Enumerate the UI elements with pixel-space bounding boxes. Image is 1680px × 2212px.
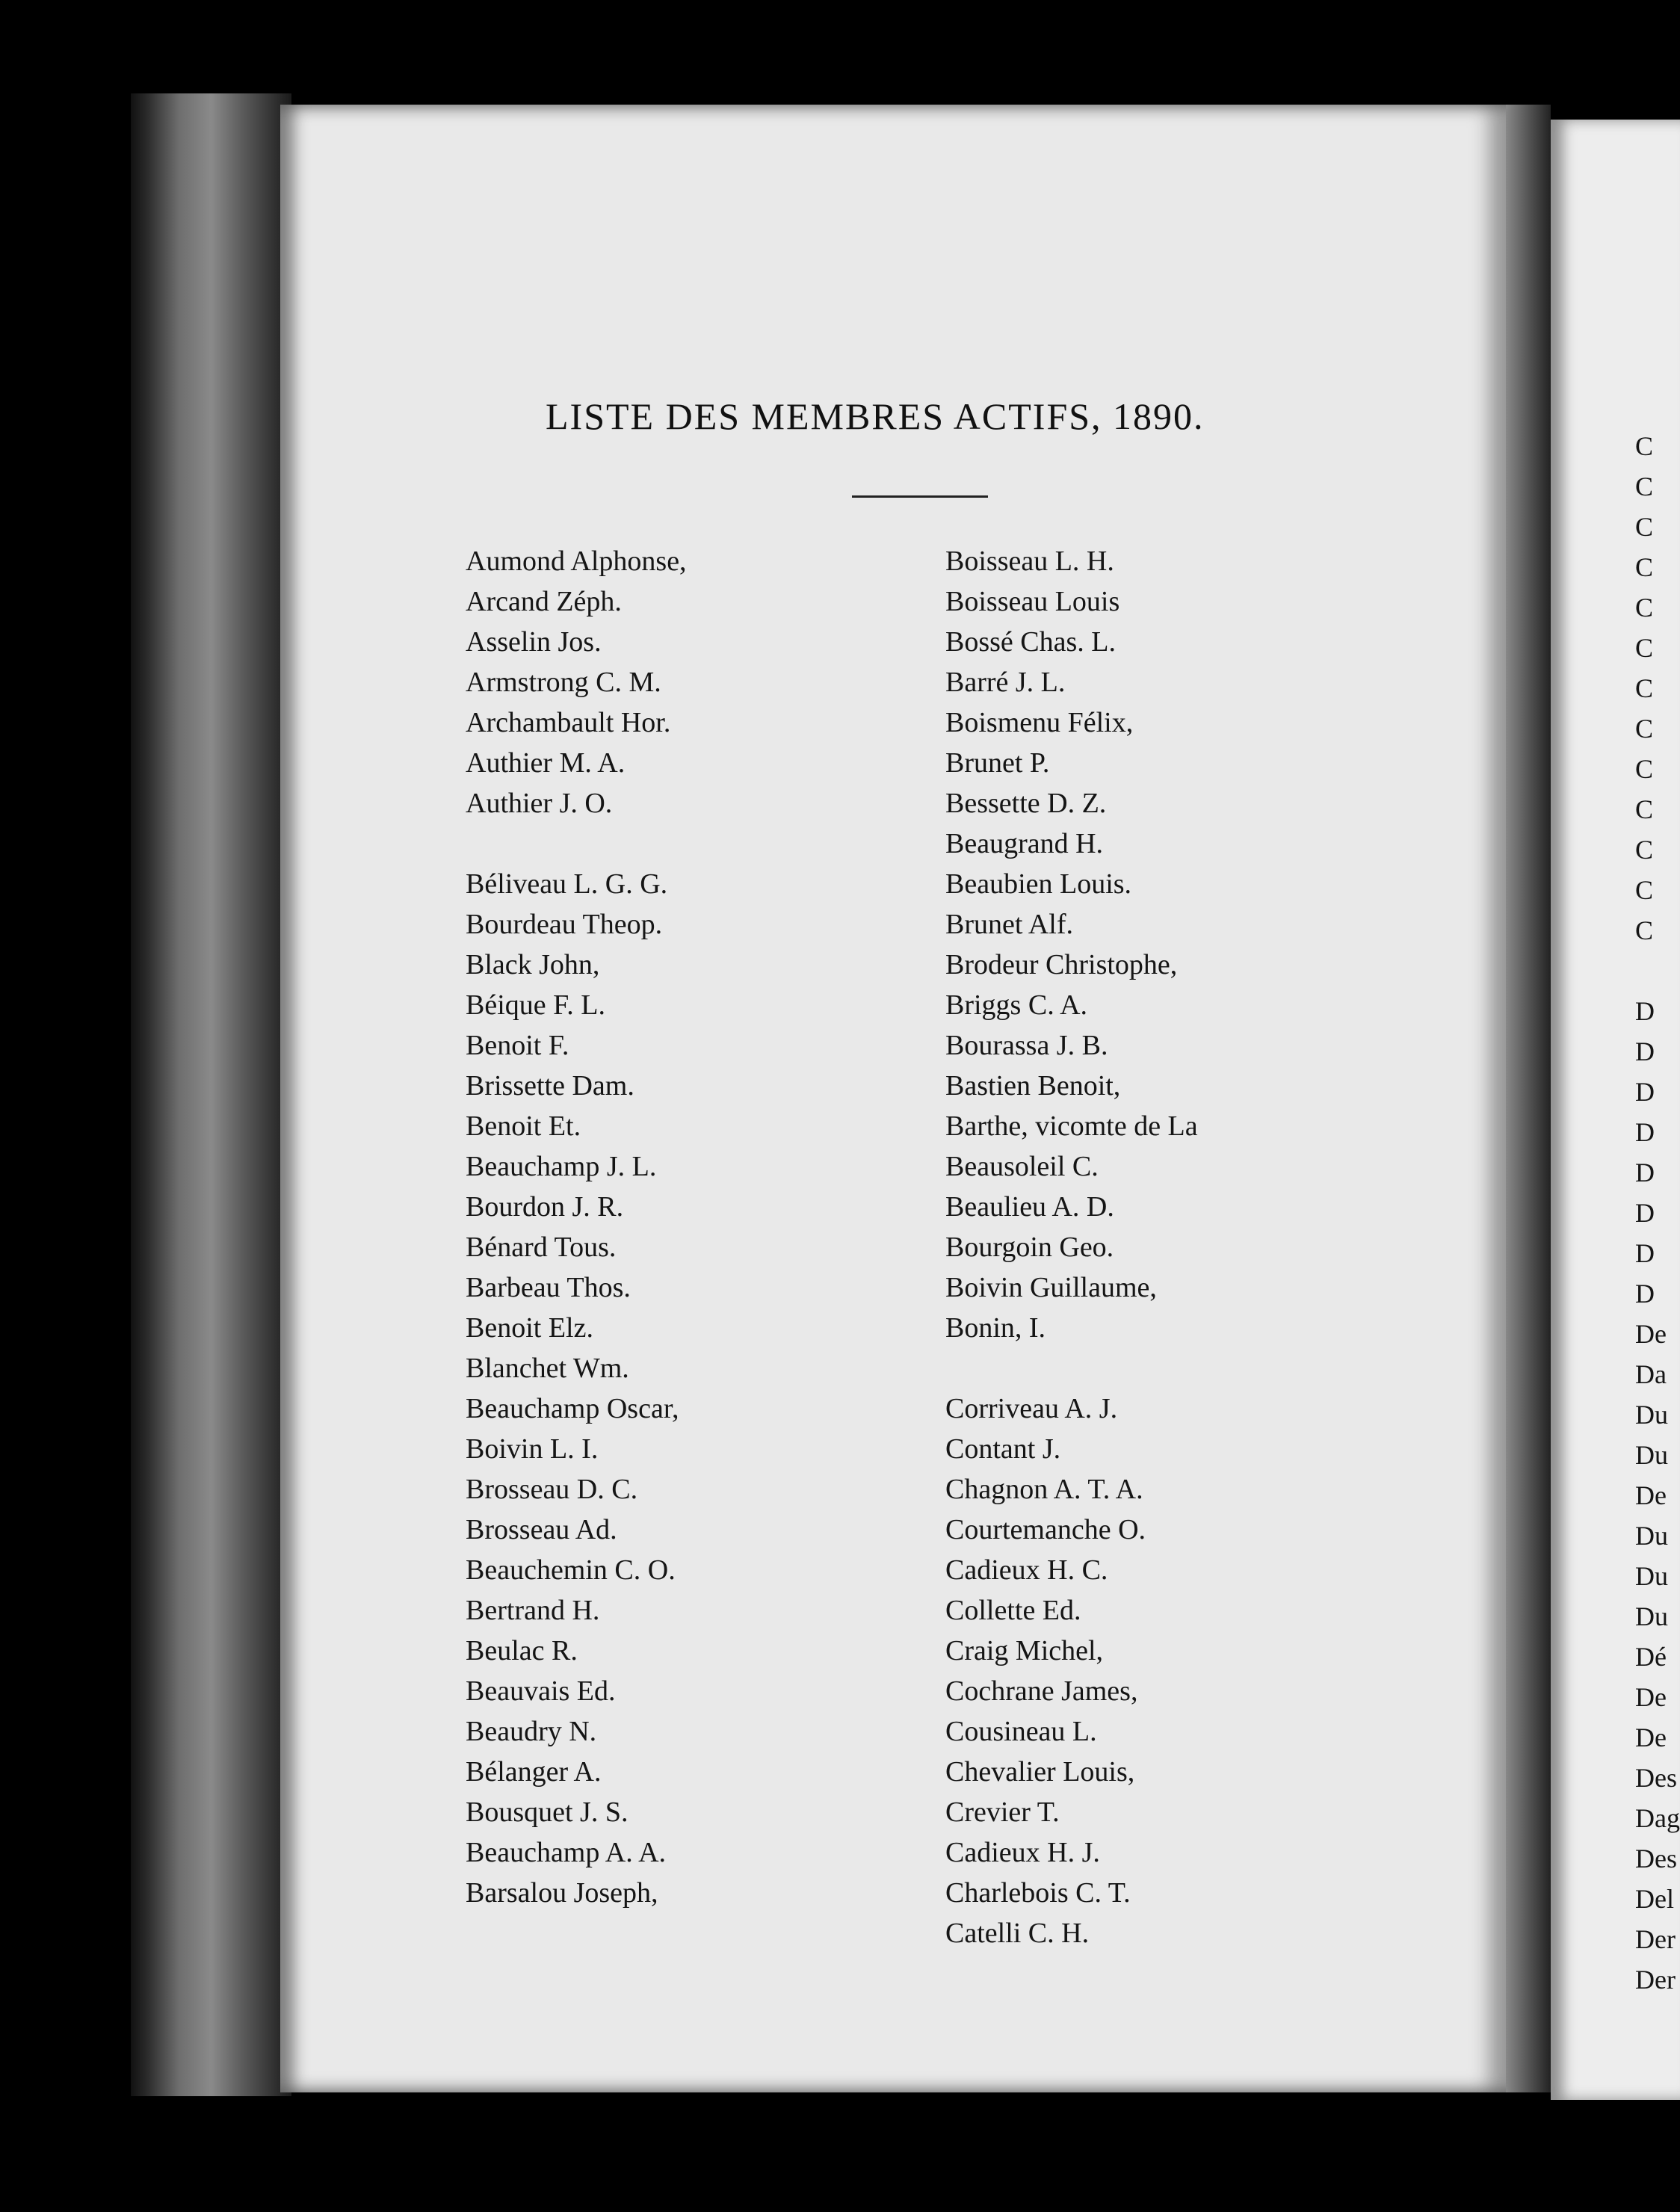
member-name: D bbox=[1635, 1238, 1655, 1268]
member-name: Bossé Chas. L. bbox=[945, 626, 1116, 658]
member-name: D bbox=[1635, 1037, 1655, 1066]
member-name: Brunet P. bbox=[945, 747, 1050, 779]
member-name: Beaulieu A. D. bbox=[945, 1191, 1114, 1223]
member-name: Beausoleil C. bbox=[945, 1151, 1099, 1182]
member-name: Brosseau Ad. bbox=[466, 1514, 617, 1545]
section-gap bbox=[1635, 951, 1680, 991]
member-name: De bbox=[1635, 1480, 1667, 1510]
member-name: Benoit Et. bbox=[466, 1110, 581, 1142]
member-name: Du bbox=[1635, 1601, 1668, 1631]
member-name: D bbox=[1635, 996, 1655, 1026]
member-name: C bbox=[1635, 754, 1654, 784]
member-name: Authier J. O. bbox=[466, 788, 613, 819]
member-name: Cochrane James, bbox=[945, 1675, 1138, 1707]
member-name: Béliveau L. G. G. bbox=[466, 868, 668, 900]
member-name: Beaubien Louis. bbox=[945, 868, 1132, 900]
member-name: Brodeur Christophe, bbox=[945, 949, 1178, 980]
member-name: Beauchamp Oscar, bbox=[466, 1393, 679, 1424]
member-name: Des bbox=[1635, 1844, 1677, 1873]
member-name: D bbox=[1635, 1117, 1655, 1147]
member-name: Bourdeau Theop. bbox=[466, 909, 663, 940]
member-name: Bastien Benoit, bbox=[945, 1070, 1121, 1102]
member-name: D bbox=[1635, 1077, 1655, 1107]
title-divider bbox=[852, 495, 988, 498]
member-name: C bbox=[1635, 431, 1654, 461]
member-name: Bourdon J. R. bbox=[466, 1191, 624, 1223]
member-name: Arcand Zéph. bbox=[466, 586, 622, 617]
member-name: De bbox=[1635, 1319, 1667, 1349]
member-name: Dag bbox=[1635, 1803, 1680, 1833]
member-name: D bbox=[1635, 1158, 1655, 1187]
member-name: Bénard Tous. bbox=[466, 1232, 617, 1263]
member-name: Beauchemin C. O. bbox=[466, 1554, 676, 1586]
member-name: C bbox=[1635, 835, 1654, 865]
member-name: Beauchamp A. A. bbox=[466, 1837, 667, 1868]
member-name: Craig Michel, bbox=[945, 1635, 1104, 1666]
member-name: Brosseau D. C. bbox=[466, 1474, 638, 1505]
member-name: C bbox=[1635, 915, 1654, 945]
member-name: C bbox=[1635, 673, 1654, 703]
member-name: Del bbox=[1635, 1884, 1674, 1914]
book-page-edges bbox=[131, 93, 291, 2096]
member-name: Archambault Hor. bbox=[466, 707, 671, 738]
section-gap bbox=[466, 824, 687, 864]
member-name: Der bbox=[1635, 1924, 1676, 1954]
member-name: Beauvais Ed. bbox=[466, 1675, 616, 1707]
member-name: Brunet Alf. bbox=[945, 909, 1073, 940]
member-name: Boivin L. I. bbox=[466, 1433, 599, 1465]
member-name: De bbox=[1635, 1682, 1667, 1712]
member-name: Beaugrand H. bbox=[945, 828, 1104, 859]
member-name: Bessette D. Z. bbox=[945, 788, 1107, 819]
member-name: Beaudry N. bbox=[466, 1716, 597, 1747]
member-name: Du bbox=[1635, 1440, 1668, 1470]
member-name: C bbox=[1635, 512, 1654, 542]
member-name: C bbox=[1635, 472, 1654, 501]
member-name: Contant J. bbox=[945, 1433, 1061, 1465]
member-name: Courtemanche O. bbox=[945, 1514, 1146, 1545]
member-name: Benoit F. bbox=[466, 1030, 569, 1061]
member-name: Bertrand H. bbox=[466, 1595, 600, 1626]
member-name: Bousquet J. S. bbox=[466, 1797, 629, 1828]
member-name: Benoit Elz. bbox=[466, 1312, 593, 1344]
page-title: LISTE DES MEMBRES ACTIFS, 1890. bbox=[546, 395, 1205, 437]
member-name: Cadieux H. J. bbox=[945, 1837, 1100, 1868]
member-name: Black John, bbox=[466, 949, 600, 980]
member-name: Boisseau L. H. bbox=[945, 546, 1114, 577]
member-name: C bbox=[1635, 875, 1654, 905]
book-spine bbox=[1506, 105, 1551, 2092]
member-name: Bonin, I. bbox=[945, 1312, 1046, 1344]
member-name: Bourassa J. B. bbox=[945, 1030, 1108, 1061]
member-name: Beulac R. bbox=[466, 1635, 578, 1666]
member-name: Des bbox=[1635, 1763, 1677, 1793]
member-name: Barthe, vicomte de La bbox=[945, 1110, 1198, 1142]
member-name: Boivin Guillaume, bbox=[945, 1272, 1157, 1303]
member-name: Collette Ed. bbox=[945, 1595, 1081, 1626]
member-name: Barsalou Joseph, bbox=[466, 1877, 658, 1909]
member-name: Charlebois C. T. bbox=[945, 1877, 1131, 1909]
member-name: Chagnon A. T. A. bbox=[945, 1474, 1143, 1505]
member-name: Bélanger A. bbox=[466, 1756, 602, 1788]
section-gap bbox=[945, 1348, 1198, 1388]
member-name: Corriveau A. J. bbox=[945, 1393, 1118, 1424]
member-name: Authier M. A. bbox=[466, 747, 626, 779]
member-name: Crevier T. bbox=[945, 1797, 1060, 1828]
member-name: Briggs C. A. bbox=[945, 989, 1088, 1021]
member-name: Dé bbox=[1635, 1642, 1667, 1672]
members-column-edge bbox=[1635, 426, 1680, 2000]
member-name: C bbox=[1635, 593, 1654, 622]
member-name: Brissette Dam. bbox=[466, 1070, 634, 1102]
member-name: Béique F. L. bbox=[466, 989, 605, 1021]
member-name: De bbox=[1635, 1723, 1667, 1752]
member-name: Asselin Jos. bbox=[466, 626, 602, 658]
member-name: C bbox=[1635, 714, 1654, 744]
member-name: Der bbox=[1635, 1965, 1676, 1995]
member-name: Du bbox=[1635, 1561, 1668, 1591]
member-name: Chevalier Louis, bbox=[945, 1756, 1135, 1788]
member-name: Beauchamp J. L. bbox=[466, 1151, 657, 1182]
member-name: Du bbox=[1635, 1521, 1668, 1551]
member-name: C bbox=[1635, 794, 1654, 824]
member-name: Barré J. L. bbox=[945, 667, 1066, 698]
member-name: Da bbox=[1635, 1359, 1667, 1389]
member-name: Boisseau Louis bbox=[945, 586, 1120, 617]
members-column-right bbox=[945, 541, 1198, 1953]
member-name: C bbox=[1635, 552, 1654, 582]
member-name: Barbeau Thos. bbox=[466, 1272, 631, 1303]
member-name: Armstrong C. M. bbox=[466, 667, 661, 698]
member-name: Boismenu Félix, bbox=[945, 707, 1134, 738]
member-name: Aumond Alphonse, bbox=[466, 546, 687, 577]
member-name: C bbox=[1635, 633, 1654, 663]
member-name: D bbox=[1635, 1198, 1655, 1228]
member-name: Blanchet Wm. bbox=[466, 1353, 629, 1384]
member-name: Bourgoin Geo. bbox=[945, 1232, 1114, 1263]
member-name: D bbox=[1635, 1279, 1655, 1309]
members-column-left bbox=[466, 541, 687, 1913]
member-name: Du bbox=[1635, 1400, 1668, 1430]
member-name: Catelli C. H. bbox=[945, 1918, 1090, 1949]
member-name: Cadieux H. C. bbox=[945, 1554, 1108, 1586]
member-name: Cousineau L. bbox=[945, 1716, 1097, 1747]
